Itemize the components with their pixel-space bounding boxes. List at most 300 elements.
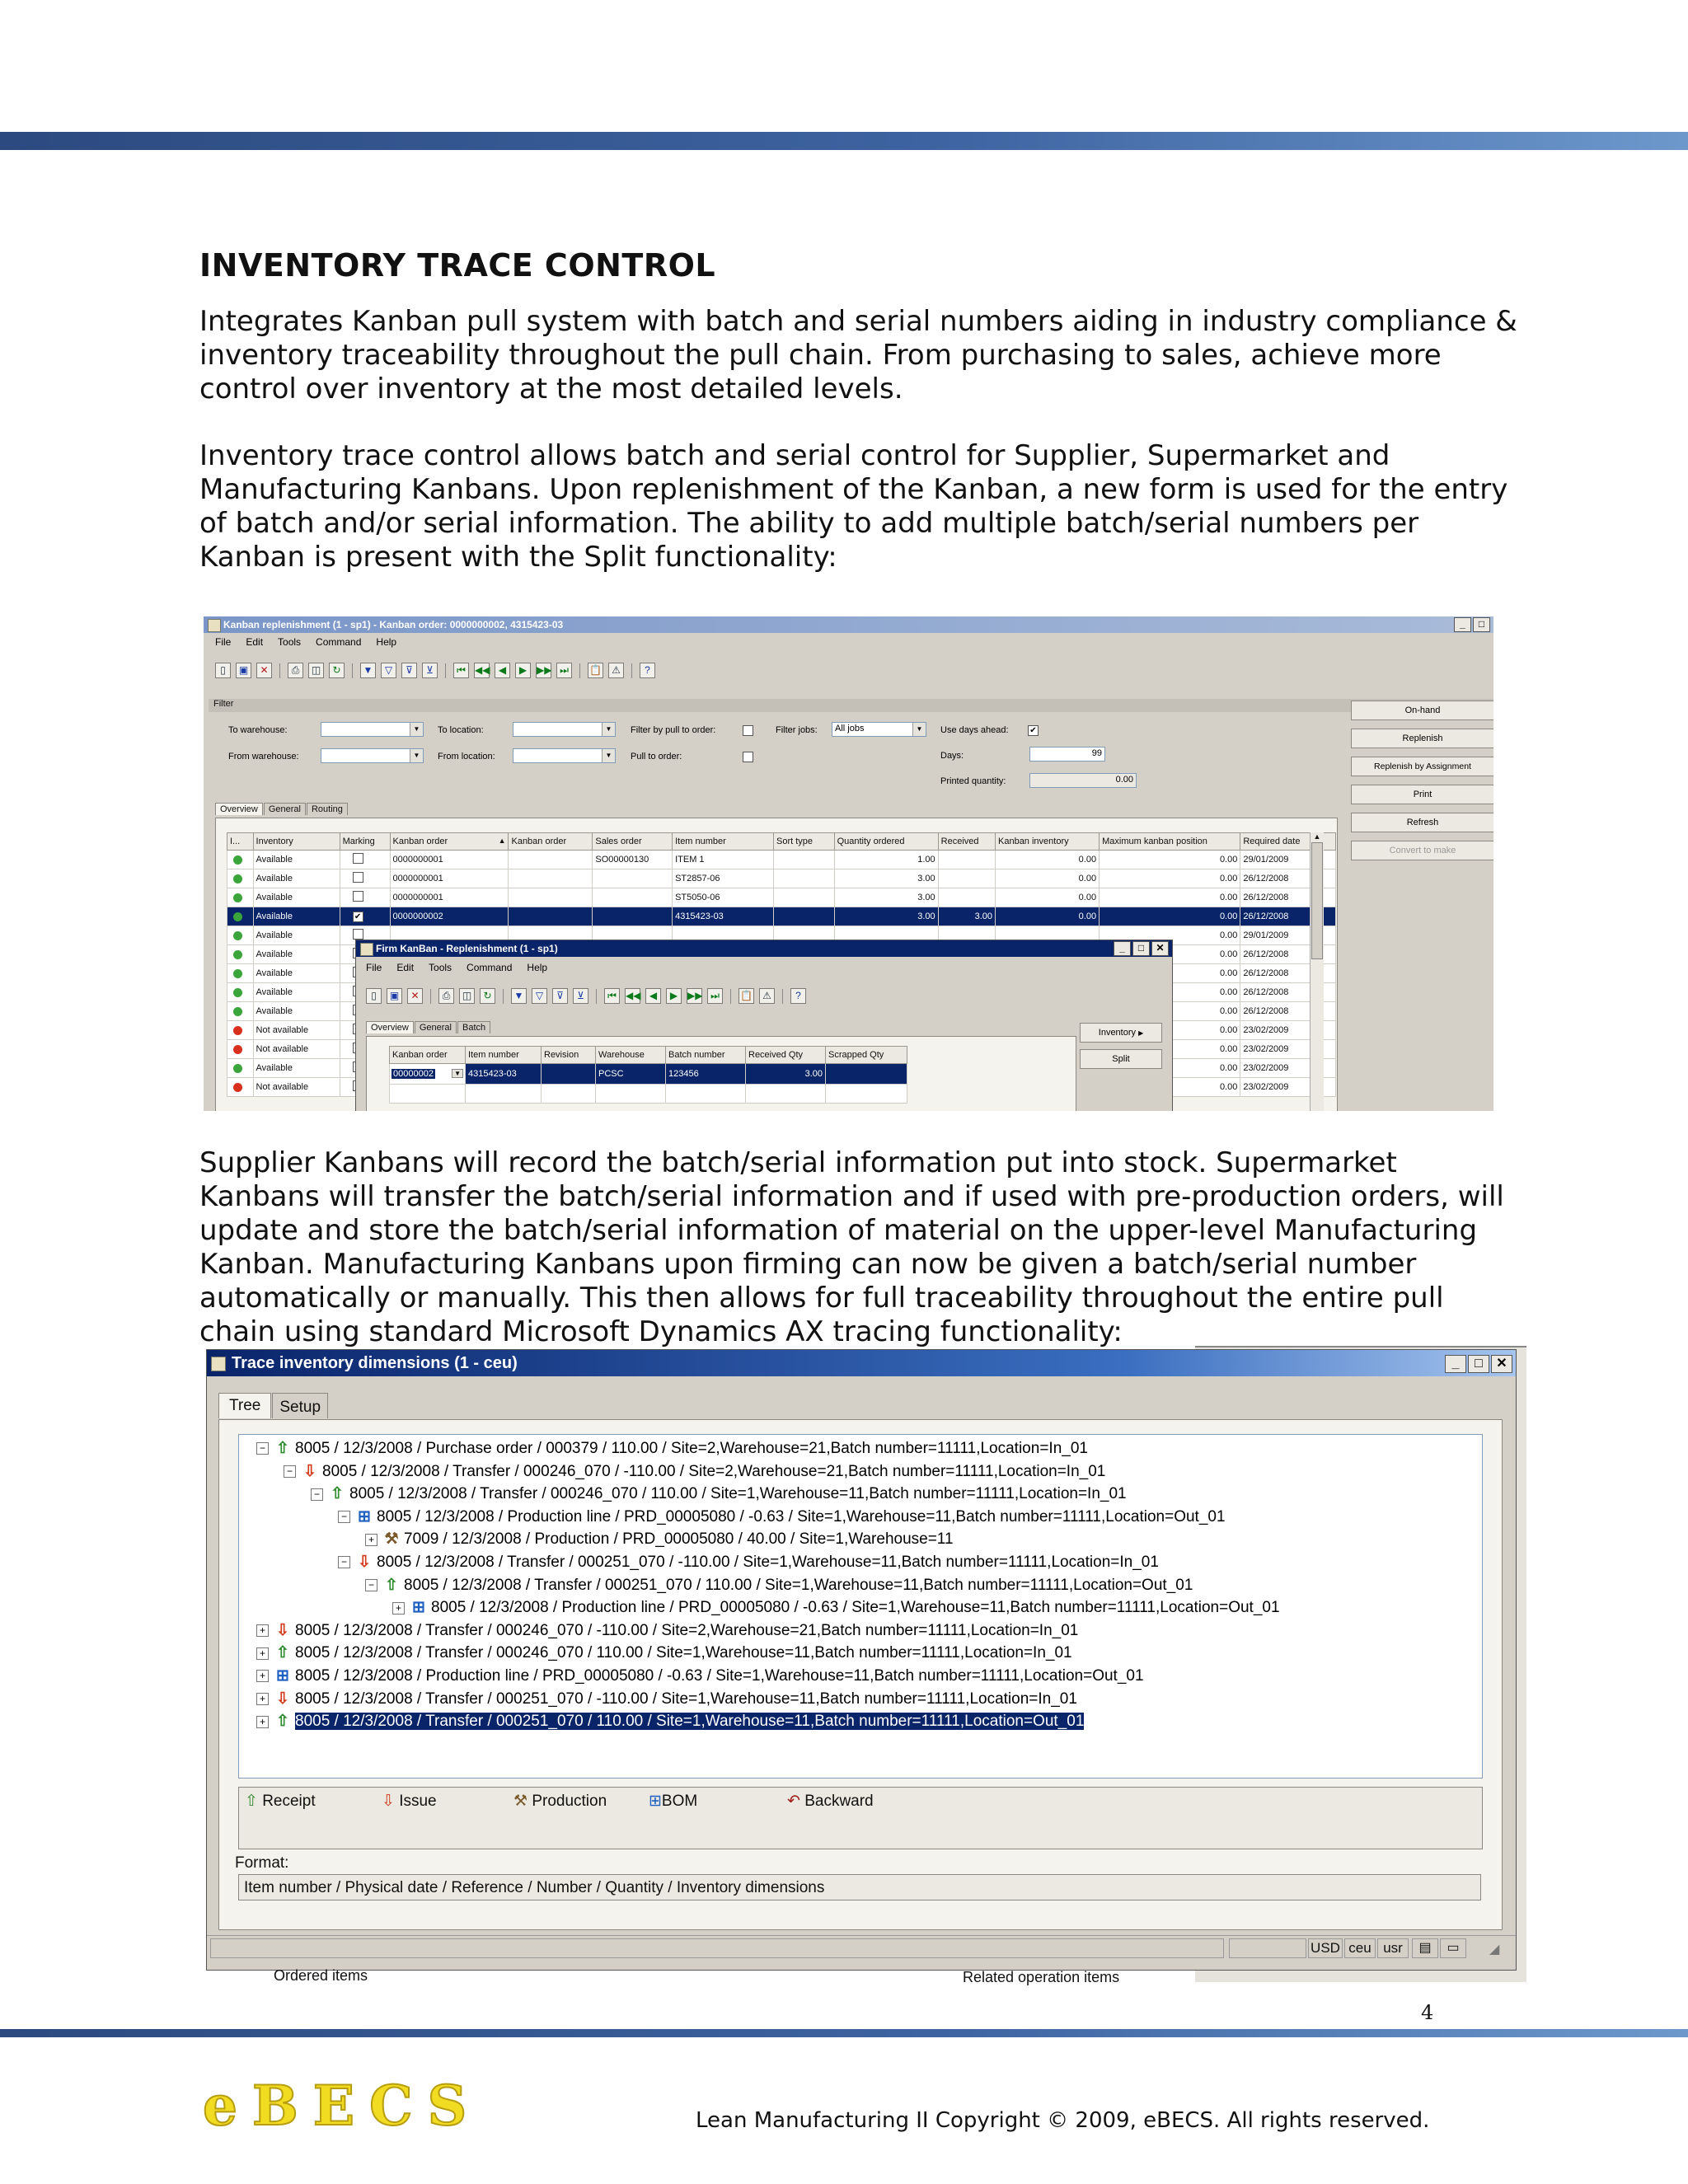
inventory-cell[interactable]: Available <box>253 907 340 926</box>
tree-node[interactable] <box>256 1711 1084 1732</box>
kanban-inventory-cell[interactable]: 0.00 <box>996 907 1100 926</box>
expand-icon[interactable]: + <box>256 1693 269 1705</box>
receipt-icon: ⇧ <box>276 1440 289 1457</box>
footer-bar <box>0 2029 1688 2037</box>
tree-node[interactable] <box>256 1438 1088 1460</box>
menu-tools[interactable]: Tools <box>278 636 302 648</box>
max-position-cell[interactable]: 0.00 <box>1100 964 1240 983</box>
inventory-cell[interactable]: Available <box>253 945 340 964</box>
inventory-cell[interactable]: Available <box>253 1002 340 1021</box>
firm-next-record-icon[interactable]: ▶ <box>666 988 682 1004</box>
kanban-order-2-cell[interactable] <box>509 907 593 926</box>
firm-tabs <box>366 1021 491 1033</box>
kanban-order-2-cell[interactable] <box>509 851 593 869</box>
kanban-toolbar <box>215 663 655 678</box>
tree-node[interactable] <box>338 1552 1159 1573</box>
kanban-grid-row[interactable] <box>227 851 1336 869</box>
firm-close-button[interactable]: ✕ <box>1151 941 1169 956</box>
filter-group <box>209 699 1493 712</box>
required-date-cell[interactable]: 23/02/2009 <box>1240 1021 1336 1040</box>
production-icon: ⚒ <box>513 1793 528 1810</box>
minimize-button[interactable]: _ <box>1454 617 1471 632</box>
kanban-window-title: Kanban replenishment (1 - sp1) - Kanban order: 0000000002, 4315423-03 <box>223 619 564 630</box>
required-date-cell[interactable]: 23/02/2009 <box>1240 1059 1336 1078</box>
filter-group-label: Filter <box>213 699 234 709</box>
issue-icon: ⇩ <box>382 1793 395 1810</box>
new-icon[interactable]: ▯ <box>215 663 231 678</box>
col-max-kanban-position[interactable]: Maximum kanban position <box>1100 833 1240 851</box>
kanban-grid-header <box>227 833 1336 851</box>
scroll-up-icon[interactable]: ▲ <box>1313 832 1321 841</box>
max-position-cell[interactable]: 0.00 <box>1100 869 1240 888</box>
kanban-inventory-cell[interactable]: 0.00 <box>996 869 1100 888</box>
available-status-icon <box>233 931 242 940</box>
marking-cell[interactable] <box>340 851 390 869</box>
trace-tabs <box>218 1393 329 1418</box>
tree-node[interactable] <box>365 1529 954 1550</box>
to-warehouse-select[interactable]: ▼ <box>321 722 424 737</box>
scroll-thumb[interactable] <box>1311 842 1323 959</box>
firm-grid-empty-row <box>390 1085 907 1104</box>
quantity-ordered-cell[interactable]: 1.00 <box>834 851 938 869</box>
production-icon: ⚒ <box>384 1530 399 1549</box>
tree-node[interactable] <box>338 1507 1226 1528</box>
quantity-ordered-cell[interactable]: 3.00 <box>834 907 938 926</box>
inventory-cell[interactable]: Available <box>253 869 340 888</box>
firm-col-kanban-order[interactable]: Kanban order <box>390 1047 466 1064</box>
inventory-button-label: Inventory <box>1098 1028 1137 1038</box>
inventory-cell[interactable]: Available <box>253 1059 340 1078</box>
last-record-icon[interactable]: ⏭ <box>556 663 572 678</box>
split-button[interactable]: Split <box>1080 1049 1162 1069</box>
trace-status-bar <box>207 1935 1516 1961</box>
save-icon[interactable]: ▣ <box>236 663 251 678</box>
max-position-cell[interactable]: 0.00 <box>1100 1040 1240 1059</box>
firm-item-number-cell[interactable]: 4315423-03 <box>466 1064 542 1085</box>
firm-next-page-icon[interactable]: ▶▶ <box>687 988 702 1004</box>
marking-checkbox[interactable]: ✔ <box>353 912 363 922</box>
collapse-icon[interactable]: − <box>311 1488 323 1501</box>
required-date-cell[interactable]: 29/01/2009 <box>1240 926 1336 945</box>
menu-file[interactable]: File <box>215 636 232 648</box>
tree-node-label: 8005 / 12/3/2008 / Production line / PRD_00005080 / -0.63 / Site=1,Warehouse=11,Batch number=11111,Location=Out_01 <box>377 1507 1226 1526</box>
available-status-icon <box>233 969 242 978</box>
firm-first-record-icon[interactable]: ⏮ <box>604 988 620 1004</box>
tree-node[interactable] <box>256 1643 1072 1664</box>
kanban-menu-bar <box>215 636 1493 648</box>
to-location-select[interactable]: ▼ <box>513 722 616 737</box>
inventory-cell[interactable]: Available <box>253 851 340 869</box>
filter-jobs-label: Filter jobs: <box>776 725 818 735</box>
status-cell[interactable] <box>227 851 254 869</box>
expand-icon[interactable]: + <box>256 1647 269 1660</box>
collapse-icon[interactable]: − <box>338 1556 350 1568</box>
kanban-grid-row[interactable] <box>227 869 1336 888</box>
status-cell[interactable] <box>227 1059 254 1078</box>
trace-control-paragraph: Inventory trace control allows batch and serial control for Supplier, Supermarket and Manufacturing Kanbans. Upon replenishment of the Kanban, a new form is used for the entry of batch and/or serial information. The ability to add multiple batch/serial numbers per Kanban is present with the Split functionality: <box>199 439 1508 574</box>
firm-col-warehouse[interactable]: Warehouse <box>596 1047 666 1064</box>
marking-checkbox[interactable] <box>353 853 363 864</box>
col-kanban-order[interactable] <box>390 833 509 851</box>
col-item-number[interactable]: Item number <box>673 833 774 851</box>
tab-routing[interactable]: Routing <box>307 803 348 815</box>
col-required-date[interactable]: Required date <box>1240 833 1336 851</box>
firm-revision-cell[interactable] <box>542 1064 596 1085</box>
expand-icon[interactable]: + <box>256 1670 269 1682</box>
col-sort-type[interactable]: Sort type <box>774 833 835 851</box>
bom-icon: ⊞ <box>276 1667 289 1685</box>
max-position-cell[interactable]: 0.00 <box>1100 945 1240 964</box>
max-position-cell[interactable]: 0.00 <box>1100 907 1240 926</box>
status-cell[interactable] <box>227 945 254 964</box>
item-number-cell[interactable]: ST2857-06 <box>673 869 774 888</box>
received-cell[interactable] <box>938 851 995 869</box>
unavailable-status-icon <box>233 1083 242 1092</box>
expand-icon[interactable]: + <box>256 1624 269 1637</box>
tree-node-label: 8005 / 12/3/2008 / Transfer / 000246_070 / 110.00 / Site=1,Warehouse=11,Batch number=11111,Location=In_01 <box>349 1485 1127 1503</box>
required-date-cell[interactable]: 26/12/2008 <box>1240 964 1336 983</box>
alert-icon[interactable]: ⚠ <box>608 663 624 678</box>
menu-command[interactable]: Command <box>316 636 362 648</box>
sales-order-cell[interactable] <box>593 869 673 888</box>
header-bar <box>0 132 1688 150</box>
document-handling-icon[interactable]: 📋 <box>588 663 603 678</box>
restore-button[interactable]: □ <box>1473 617 1490 632</box>
status-cell[interactable] <box>227 983 254 1002</box>
sales-order-cell[interactable] <box>593 907 673 926</box>
collapse-icon[interactable]: − <box>256 1442 269 1455</box>
firm-col-received-qty[interactable]: Received Qty <box>746 1047 826 1064</box>
receipt-icon: ⇧ <box>276 1644 289 1662</box>
refresh-icon[interactable]: ↻ <box>329 663 345 678</box>
status-cell[interactable] <box>227 888 254 907</box>
max-position-cell[interactable]: 0.00 <box>1100 1059 1240 1078</box>
received-cell[interactable] <box>938 888 995 907</box>
days-input[interactable]: 99 <box>1029 747 1105 762</box>
status-cell[interactable] <box>227 1021 254 1040</box>
firm-help-icon[interactable]: ? <box>790 988 806 1004</box>
firm-col-item-number[interactable]: Item number <box>466 1047 542 1064</box>
firm-previous-page-icon[interactable]: ◀◀ <box>625 988 640 1004</box>
receipt-icon: ⇧ <box>245 1793 258 1810</box>
filter-by-selection-icon[interactable]: ▽ <box>381 663 396 678</box>
tree-node[interactable] <box>311 1483 1127 1505</box>
tree-node[interactable] <box>256 1689 1077 1710</box>
kanban-order-cell[interactable]: 0000000001 <box>390 851 509 869</box>
received-cell[interactable] <box>938 869 995 888</box>
receipt-icon: ⇧ <box>331 1485 344 1503</box>
issue-icon: ⇩ <box>303 1462 316 1480</box>
status-pane-2 <box>1229 1938 1306 1958</box>
firm-menu-command[interactable]: Command <box>467 962 513 973</box>
col-received[interactable]: Received <box>938 833 995 851</box>
firm-previous-record-icon[interactable]: ◀ <box>645 988 661 1004</box>
first-record-icon[interactable]: ⏮ <box>453 663 469 678</box>
on-hand-button[interactable]: On-hand <box>1351 701 1493 720</box>
expand-icon[interactable]: + <box>256 1716 269 1728</box>
advanced-filter-icon[interactable]: ⊽ <box>401 663 417 678</box>
firm-menu-tools[interactable]: Tools <box>429 962 452 973</box>
firm-menu-help[interactable]: Help <box>527 962 548 973</box>
firm-scrapped-qty-cell[interactable] <box>826 1064 907 1085</box>
firm-print-icon[interactable]: ⎙ <box>438 988 454 1004</box>
bom-icon: ⊞ <box>649 1793 662 1810</box>
sort-type-cell[interactable] <box>774 888 835 907</box>
status-user[interactable]: usr <box>1377 1938 1409 1958</box>
marking-cell[interactable] <box>340 869 390 888</box>
inventory-button[interactable] <box>1080 1023 1162 1043</box>
page-number: 4 <box>1421 2001 1434 2024</box>
sales-order-cell[interactable] <box>593 888 673 907</box>
status-cell[interactable] <box>227 926 254 945</box>
tab-setup[interactable]: Setup <box>272 1393 328 1418</box>
legend-production-label: Production <box>532 1793 607 1810</box>
submenu-arrow-icon: ▶ <box>1138 1029 1144 1037</box>
firm-col-scrapped-qty[interactable]: Scrapped Qty <box>826 1047 907 1064</box>
available-status-icon <box>233 874 242 883</box>
status-db-icon[interactable]: ▤ <box>1412 1938 1438 1958</box>
inventory-cell[interactable]: Available <box>253 964 340 983</box>
trace-minimize-button[interactable]: _ <box>1445 1355 1466 1373</box>
received-cell[interactable]: 3.00 <box>938 907 995 926</box>
kanban-order-2-cell[interactable] <box>509 888 593 907</box>
quantity-ordered-cell[interactable]: 3.00 <box>834 869 938 888</box>
bom-icon: ⊞ <box>412 1599 425 1617</box>
menu-edit[interactable]: Edit <box>246 636 264 648</box>
previous-record-icon[interactable]: ◀ <box>495 663 510 678</box>
legend-backward-label: Backward <box>804 1793 874 1810</box>
max-position-cell[interactable]: 0.00 <box>1100 1021 1240 1040</box>
inventory-cell[interactable]: Not available <box>253 1078 340 1097</box>
status-cell[interactable] <box>227 1002 254 1021</box>
tab-overview[interactable]: Overview <box>215 803 263 815</box>
printed-quantity-label: Printed quantity: <box>940 776 1006 786</box>
status-cell[interactable] <box>227 1078 254 1097</box>
firm-col-revision[interactable]: Revision <box>542 1047 596 1064</box>
kanban-order-cell[interactable]: 0000000002 <box>390 907 509 926</box>
firm-refresh-icon[interactable]: ↻ <box>480 988 495 1004</box>
firm-col-batch-number[interactable]: Batch number <box>666 1047 746 1064</box>
required-date-cell[interactable]: 26/12/2008 <box>1240 907 1336 926</box>
delete-icon[interactable]: ✕ <box>256 663 272 678</box>
col-inventory[interactable]: Inventory <box>253 833 340 851</box>
firm-alert-icon[interactable]: ⚠ <box>759 988 775 1004</box>
firm-tab-overview[interactable]: Overview <box>366 1021 414 1033</box>
sort-type-cell[interactable] <box>774 851 835 869</box>
status-message-pane <box>210 1938 1224 1958</box>
tree-node-label: 8005 / 12/3/2008 / Transfer / 000251_070 / 110.00 / Site=1,Warehouse=11,Batch number=11111,Location=Out_01 <box>404 1576 1193 1594</box>
firm-menu-file[interactable]: File <box>366 962 382 973</box>
tree-node-label: 8005 / 12/3/2008 / Transfer / 000246_070 / 110.00 / Site=1,Warehouse=11,Batch number=11111,Location=In_01 <box>295 1644 1072 1662</box>
firm-grid-row[interactable] <box>390 1064 907 1085</box>
inventory-cell[interactable]: Not available <box>253 1040 340 1059</box>
issue-icon: ⇩ <box>276 1690 289 1708</box>
firm-warehouse-cell[interactable]: PCSC <box>596 1064 666 1085</box>
max-position-cell[interactable]: 0.00 <box>1100 983 1240 1002</box>
from-location-label: From location: <box>438 752 495 762</box>
marking-checkbox[interactable] <box>353 872 363 883</box>
tree-node[interactable] <box>284 1461 1105 1483</box>
collapse-icon[interactable]: − <box>365 1579 377 1591</box>
col-marking[interactable]: Marking <box>340 833 390 851</box>
item-number-cell[interactable]: ST5050-06 <box>673 888 774 907</box>
firm-kanban-order-cell[interactable] <box>390 1064 466 1085</box>
status-cell[interactable] <box>227 907 254 926</box>
kanban-order-cell[interactable]: 0000000001 <box>390 888 509 907</box>
sort-type-cell[interactable] <box>774 907 835 926</box>
col-kanban-order-label: Kanban order <box>392 837 448 846</box>
firm-save-icon[interactable]: ▣ <box>387 988 402 1004</box>
collapse-icon[interactable]: − <box>284 1465 296 1478</box>
required-date-cell[interactable]: 26/12/2008 <box>1240 983 1336 1002</box>
help-icon[interactable]: ? <box>640 663 655 678</box>
col-info[interactable]: I... <box>227 833 254 851</box>
max-position-cell[interactable]: 0.00 <box>1100 1002 1240 1021</box>
firm-remove-filter-icon[interactable]: ⊻ <box>573 988 588 1004</box>
refresh-button[interactable]: Refresh <box>1351 813 1493 832</box>
quantity-ordered-cell[interactable]: 3.00 <box>834 888 938 907</box>
collapse-icon[interactable]: − <box>338 1511 350 1523</box>
status-cell[interactable] <box>227 964 254 983</box>
days-label: Days: <box>940 751 964 761</box>
inventory-cell[interactable]: Available <box>253 983 340 1002</box>
trace-inventory-window <box>206 1349 1517 1971</box>
status-doc-icon[interactable]: ▭ <box>1440 1938 1466 1958</box>
marking-cell[interactable] <box>340 907 390 926</box>
kanban-inventory-cell[interactable]: 0.00 <box>996 888 1100 907</box>
firm-delete-icon[interactable]: ✕ <box>407 988 423 1004</box>
required-date-cell[interactable]: 29/01/2009 <box>1240 851 1336 869</box>
filter-by-pull-label: Filter by pull to order: <box>631 725 716 735</box>
max-position-cell[interactable]: 0.00 <box>1100 888 1240 907</box>
kanban-grid-scrollbar[interactable] <box>1310 832 1324 1111</box>
firm-kanban-order-dropdown-icon[interactable]: ▼ <box>452 1069 463 1078</box>
tree-node[interactable] <box>256 1666 1144 1687</box>
legend-bom-label: BOM <box>661 1793 698 1810</box>
kanban-order-2-cell[interactable] <box>509 869 593 888</box>
firm-batch-number-cell[interactable]: 123456 <box>666 1064 746 1085</box>
trace-close-button[interactable]: ✕ <box>1491 1355 1512 1373</box>
status-cell[interactable] <box>227 869 254 888</box>
firm-filter-icon[interactable]: ▼ <box>511 988 527 1004</box>
use-days-ahead-checkbox[interactable]: ✔ <box>1028 725 1039 736</box>
sales-order-cell[interactable]: SO00000130 <box>593 851 673 869</box>
firm-tab-general[interactable]: General <box>415 1021 457 1033</box>
filter-by-pull-checkbox[interactable] <box>743 725 753 736</box>
window-app-icon <box>208 619 221 632</box>
convert-to-make-button[interactable]: Convert to make <box>1351 841 1493 860</box>
required-date-cell[interactable]: 26/12/2008 <box>1240 869 1336 888</box>
firm-tab-batch[interactable]: Batch <box>457 1021 490 1033</box>
tree-node[interactable] <box>365 1575 1193 1596</box>
col-kanban-order-2[interactable]: Kanban order <box>509 833 593 851</box>
remove-filter-icon[interactable]: ⊻ <box>422 663 438 678</box>
max-position-cell[interactable]: 0.00 <box>1100 926 1240 945</box>
trace-maximize-button[interactable]: □ <box>1468 1355 1489 1373</box>
kanban-grid-row[interactable] <box>227 888 1336 907</box>
print-button[interactable]: Print <box>1351 785 1493 804</box>
menu-help[interactable]: Help <box>376 636 397 648</box>
expand-icon[interactable]: + <box>392 1602 405 1615</box>
preview-icon[interactable]: ◫ <box>308 663 324 678</box>
tree-node[interactable] <box>256 1620 1078 1642</box>
col-kanban-inventory[interactable]: Kanban inventory <box>996 833 1100 851</box>
firm-document-handling-icon[interactable]: 📋 <box>738 988 754 1004</box>
next-record-icon[interactable]: ▶ <box>515 663 531 678</box>
replenish-button[interactable]: Replenish <box>1351 729 1493 748</box>
status-currency[interactable]: USD <box>1308 1938 1343 1958</box>
firm-menu-edit[interactable]: Edit <box>396 962 415 973</box>
firm-preview-icon[interactable]: ◫ <box>459 988 475 1004</box>
firm-last-record-icon[interactable]: ⏭ <box>707 988 723 1004</box>
expand-icon[interactable]: + <box>365 1534 377 1546</box>
page-title: INVENTORY TRACE CONTROL <box>199 247 716 284</box>
marking-checkbox[interactable] <box>353 891 363 902</box>
tree-node-label: 8005 / 12/3/2008 / Transfer / 000251_070 / -110.00 / Site=1,Warehouse=11,Batch number=11111,Location=In_01 <box>377 1554 1159 1571</box>
print-icon[interactable]: ⎙ <box>288 663 303 678</box>
available-status-icon <box>233 988 242 997</box>
firm-advanced-filter-icon[interactable]: ⊽ <box>552 988 568 1004</box>
firm-new-icon[interactable]: ▯ <box>366 988 382 1004</box>
trace-window-app-icon <box>211 1357 226 1371</box>
status-cell[interactable] <box>227 1040 254 1059</box>
sort-type-cell[interactable] <box>774 869 835 888</box>
marking-cell[interactable] <box>340 888 390 907</box>
marking-checkbox[interactable] <box>353 929 363 940</box>
col-quantity-ordered[interactable]: Quantity ordered <box>834 833 938 851</box>
from-warehouse-select[interactable]: ▼ <box>321 748 424 763</box>
col-sales-order[interactable]: Sales order <box>593 833 673 851</box>
previous-page-icon[interactable]: ◀◀ <box>474 663 490 678</box>
legend-backward[interactable] <box>787 1792 874 1811</box>
legend-issue-label: Issue <box>399 1793 437 1810</box>
inventory-cell[interactable]: Available <box>253 926 340 945</box>
filter-jobs-select[interactable]: All jobs ▼ <box>832 722 926 737</box>
required-date-cell[interactable]: 26/12/2008 <box>1240 1002 1336 1021</box>
firm-filter-by-selection-icon[interactable]: ▽ <box>532 988 547 1004</box>
kanban-grid-row[interactable] <box>227 907 1336 926</box>
required-date-cell[interactable]: 23/02/2009 <box>1240 1040 1336 1059</box>
tab-general[interactable]: General <box>264 803 306 815</box>
pull-to-order-checkbox[interactable] <box>743 752 753 762</box>
item-number-cell[interactable]: ITEM 1 <box>673 851 774 869</box>
next-page-icon[interactable]: ▶▶ <box>536 663 551 678</box>
resize-grip-icon[interactable]: ◢ <box>1489 1943 1500 1957</box>
tree-node[interactable] <box>392 1597 1280 1619</box>
inventory-cell[interactable]: Not available <box>253 1021 340 1040</box>
firm-restore-button[interactable]: □ <box>1132 941 1150 956</box>
required-date-cell[interactable]: 26/12/2008 <box>1240 888 1336 907</box>
filter-icon[interactable]: ▼ <box>360 663 376 678</box>
replenish-by-assignment-button[interactable]: Replenish by Assignment <box>1351 757 1493 776</box>
required-date-cell[interactable]: 23/02/2009 <box>1240 1078 1336 1097</box>
issue-icon: ⇩ <box>358 1554 371 1571</box>
item-number-cell[interactable]: 4315423-03 <box>673 907 774 926</box>
from-location-select[interactable]: ▼ <box>513 748 616 763</box>
firm-minimize-button[interactable]: _ <box>1114 941 1131 956</box>
kanban-inventory-cell[interactable]: 0.00 <box>996 851 1100 869</box>
firm-received-qty-cell[interactable]: 3.00 <box>746 1064 826 1085</box>
required-date-cell[interactable]: 26/12/2008 <box>1240 945 1336 964</box>
from-warehouse-label: From warehouse: <box>228 752 299 762</box>
tab-tree[interactable]: Tree <box>218 1393 271 1418</box>
kanban-order-cell[interactable]: 0000000001 <box>390 869 509 888</box>
max-position-cell[interactable]: 0.00 <box>1100 1078 1240 1097</box>
max-position-cell[interactable]: 0.00 <box>1100 851 1240 869</box>
status-company[interactable]: ceu <box>1344 1938 1376 1958</box>
format-field[interactable] <box>238 1874 1481 1900</box>
inventory-cell[interactable]: Available <box>253 888 340 907</box>
